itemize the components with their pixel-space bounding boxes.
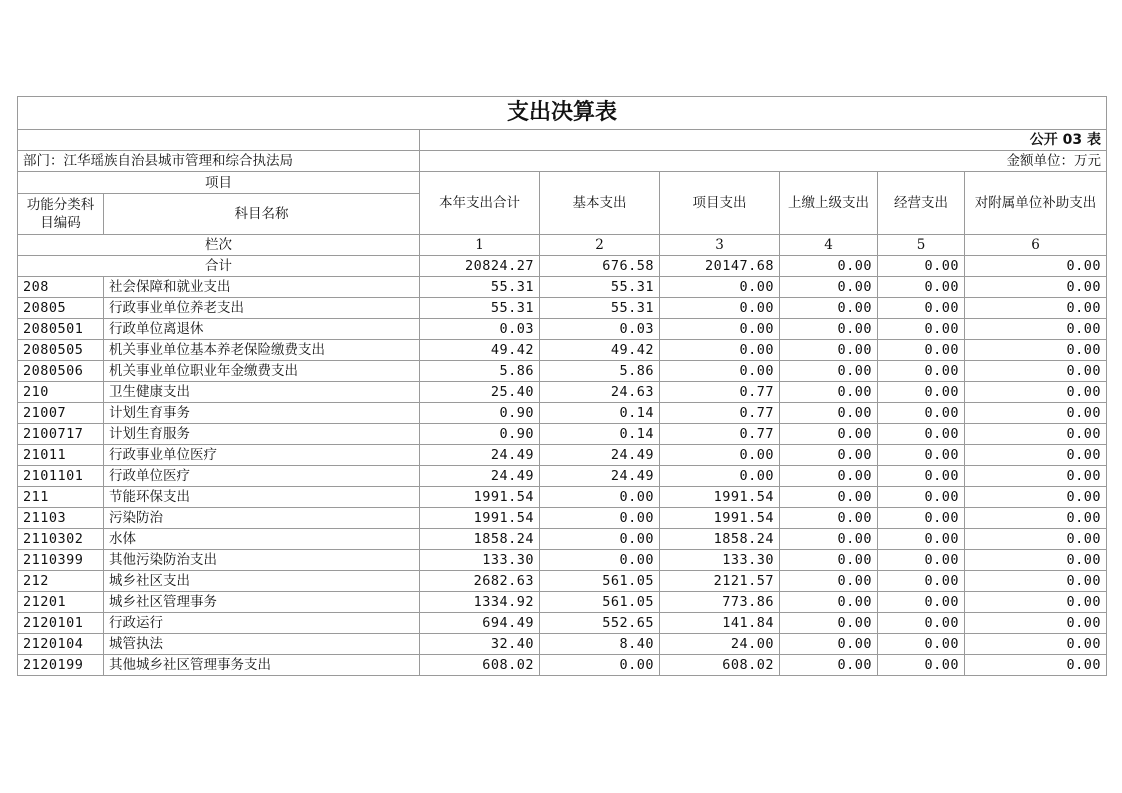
amount-cell: 24.49 [540,445,660,466]
amount-cell: 0.00 [965,592,1107,613]
amount-cell: 0.00 [660,277,780,298]
table-number: 公开 03 表 [420,130,1107,151]
amount-cell: 0.00 [965,613,1107,634]
amount-cell: 0.00 [780,403,878,424]
header-subsidy: 对附属单位补助支出 [965,172,1107,235]
table-row [18,634,1107,655]
subject-code: 2120199 [18,655,104,676]
table-row [18,277,1107,298]
table-row [18,550,1107,571]
amount-cell: 0.00 [878,361,965,382]
amount-cell: 8.40 [540,634,660,655]
sum-value: 0.00 [878,256,965,277]
table-row [18,655,1107,676]
subject-code: 2110399 [18,550,104,571]
amount-cell: 0.00 [878,550,965,571]
sum-row [18,256,1107,277]
amount-cell: 0.00 [660,319,780,340]
amount-cell: 0.00 [878,592,965,613]
subject-name: 卫生健康支出 [104,382,420,403]
subject-name: 机关事业单位职业年金缴费支出 [104,361,420,382]
table-row [18,298,1107,319]
amount-cell: 0.00 [878,508,965,529]
amount-cell: 0.03 [420,319,540,340]
amount-cell: 24.49 [420,445,540,466]
col-number: 6 [965,235,1107,256]
sum-value: 676.58 [540,256,660,277]
amount-cell: 0.00 [780,445,878,466]
subject-code: 211 [18,487,104,508]
amount-cell: 1858.24 [660,529,780,550]
sum-value: 0.00 [780,256,878,277]
amount-cell: 0.00 [878,277,965,298]
amount-cell: 0.03 [540,319,660,340]
amount-cell: 0.00 [878,571,965,592]
amount-cell: 0.00 [780,340,878,361]
amount-cell: 561.05 [540,592,660,613]
table-row [18,424,1107,445]
amount-cell: 0.00 [878,613,965,634]
amount-cell: 133.30 [420,550,540,571]
subject-name: 节能环保支出 [104,487,420,508]
subject-code: 2080501 [18,319,104,340]
amount-cell: 0.00 [965,298,1107,319]
amount-cell: 0.00 [965,508,1107,529]
amount-cell: 0.00 [780,529,878,550]
amount-cell: 49.42 [540,340,660,361]
amount-cell: 2682.63 [420,571,540,592]
subject-code: 208 [18,277,104,298]
expenditure-table [17,96,1107,676]
subject-name: 行政事业单位医疗 [104,445,420,466]
amount-cell: 0.00 [540,508,660,529]
column-index-label: 栏次 [18,235,420,256]
subject-code: 2120101 [18,613,104,634]
table-row [18,487,1107,508]
subject-name: 行政事业单位养老支出 [104,298,420,319]
amount-cell: 0.00 [965,655,1107,676]
amount-cell: 561.05 [540,571,660,592]
amount-cell: 1991.54 [420,508,540,529]
amount-cell: 5.86 [540,361,660,382]
amount-cell: 1858.24 [420,529,540,550]
unit-label: 金额单位：万元 [420,151,1107,172]
subject-code: 21011 [18,445,104,466]
subject-code: 2101101 [18,466,104,487]
amount-cell: 0.00 [780,655,878,676]
amount-cell: 24.00 [660,634,780,655]
amount-cell: 0.00 [660,298,780,319]
table-row [18,340,1107,361]
table-row [18,466,1107,487]
amount-cell: 0.00 [965,340,1107,361]
sum-value: 0.00 [965,256,1107,277]
header-func-code: 功能分类科目编码 [18,194,104,235]
col-number: 4 [780,235,878,256]
amount-cell: 0.00 [780,361,878,382]
amount-cell: 0.00 [878,298,965,319]
subject-name: 污染防治 [104,508,420,529]
amount-cell: 55.31 [540,298,660,319]
amount-cell: 0.00 [780,592,878,613]
subject-name: 行政运行 [104,613,420,634]
amount-cell: 0.77 [660,424,780,445]
amount-cell: 0.00 [965,277,1107,298]
amount-cell: 0.00 [878,319,965,340]
amount-cell: 0.00 [780,634,878,655]
amount-cell: 0.00 [965,466,1107,487]
amount-cell: 0.00 [965,403,1107,424]
amount-cell: 0.77 [660,382,780,403]
col-number: 2 [540,235,660,256]
table-row [18,382,1107,403]
amount-cell: 0.00 [540,487,660,508]
col-number: 5 [878,235,965,256]
amount-cell: 0.00 [965,319,1107,340]
amount-cell: 1991.54 [660,487,780,508]
amount-cell: 608.02 [660,655,780,676]
table-row [18,361,1107,382]
blank-cell [18,130,420,151]
header-item: 项目 [18,172,420,194]
amount-cell: 0.00 [878,487,965,508]
sum-label: 合计 [18,256,420,277]
table-row [18,613,1107,634]
amount-cell: 0.00 [780,319,878,340]
amount-cell: 24.49 [420,466,540,487]
subject-code: 20805 [18,298,104,319]
subject-name: 其他污染防治支出 [104,550,420,571]
amount-cell: 0.00 [780,298,878,319]
amount-cell: 0.00 [878,655,965,676]
amount-cell: 0.00 [540,529,660,550]
amount-cell: 24.49 [540,466,660,487]
table-row [18,508,1107,529]
amount-cell: 2121.57 [660,571,780,592]
subject-code: 21103 [18,508,104,529]
amount-cell: 0.00 [878,340,965,361]
department-label: 部门：江华瑶族自治县城市管理和综合执法局 [18,151,420,172]
amount-cell: 0.00 [540,655,660,676]
amount-cell: 0.00 [780,571,878,592]
amount-cell: 0.00 [780,466,878,487]
table-row [18,529,1107,550]
amount-cell: 0.00 [878,382,965,403]
amount-cell: 141.84 [660,613,780,634]
amount-cell: 0.00 [660,361,780,382]
subject-code: 2100717 [18,424,104,445]
amount-cell: 1991.54 [660,508,780,529]
amount-cell: 0.00 [965,445,1107,466]
amount-cell: 0.00 [780,613,878,634]
amount-cell: 55.31 [420,277,540,298]
header-upper: 上缴上级支出 [780,172,878,235]
amount-cell: 0.00 [878,424,965,445]
subject-code: 212 [18,571,104,592]
amount-cell: 24.63 [540,382,660,403]
amount-cell: 55.31 [540,277,660,298]
table-row [18,592,1107,613]
amount-cell: 0.00 [540,550,660,571]
subject-name: 计划生育服务 [104,424,420,445]
amount-cell: 552.65 [540,613,660,634]
amount-cell: 0.00 [965,529,1107,550]
amount-cell: 133.30 [660,550,780,571]
amount-cell: 0.00 [965,634,1107,655]
subject-code: 2080505 [18,340,104,361]
amount-cell: 0.90 [420,424,540,445]
subject-code: 21201 [18,592,104,613]
amount-cell: 0.00 [965,361,1107,382]
subject-name: 城乡社区管理事务 [104,592,420,613]
subject-name: 城乡社区支出 [104,571,420,592]
amount-cell: 0.00 [660,340,780,361]
amount-cell: 0.00 [965,550,1107,571]
amount-cell: 49.42 [420,340,540,361]
subject-code: 2120104 [18,634,104,655]
amount-cell: 0.90 [420,403,540,424]
amount-cell: 1334.92 [420,592,540,613]
amount-cell: 25.40 [420,382,540,403]
table-row [18,319,1107,340]
subject-name: 行政单位离退休 [104,319,420,340]
amount-cell: 0.00 [878,403,965,424]
table-row [18,445,1107,466]
subject-code: 2110302 [18,529,104,550]
amount-cell: 0.00 [878,445,965,466]
subject-code: 210 [18,382,104,403]
amount-cell: 0.00 [965,571,1107,592]
header-total: 本年支出合计 [420,172,540,235]
amount-cell: 0.00 [965,487,1107,508]
subject-name: 城管执法 [104,634,420,655]
amount-cell: 608.02 [420,655,540,676]
amount-cell: 0.00 [878,466,965,487]
amount-cell: 0.77 [660,403,780,424]
subject-name: 行政单位医疗 [104,466,420,487]
amount-cell: 0.00 [878,634,965,655]
table-row [18,403,1107,424]
subject-name: 水体 [104,529,420,550]
amount-cell: 0.00 [780,424,878,445]
amount-cell: 32.40 [420,634,540,655]
header-basic: 基本支出 [540,172,660,235]
amount-cell: 773.86 [660,592,780,613]
amount-cell: 0.00 [965,424,1107,445]
table-row [18,571,1107,592]
amount-cell: 0.14 [540,403,660,424]
amount-cell: 0.00 [780,277,878,298]
subject-name: 机关事业单位基本养老保险缴费支出 [104,340,420,361]
amount-cell: 5.86 [420,361,540,382]
amount-cell: 0.00 [780,508,878,529]
amount-cell: 0.00 [660,445,780,466]
amount-cell: 0.00 [878,529,965,550]
sum-value: 20147.68 [660,256,780,277]
amount-cell: 0.00 [780,550,878,571]
header-project: 项目支出 [660,172,780,235]
amount-cell: 0.00 [660,466,780,487]
sum-value: 20824.27 [420,256,540,277]
subject-name: 其他城乡社区管理事务支出 [104,655,420,676]
subject-code: 21007 [18,403,104,424]
header-operating: 经营支出 [878,172,965,235]
subject-name: 社会保障和就业支出 [104,277,420,298]
subject-name: 计划生育事务 [104,403,420,424]
col-number: 1 [420,235,540,256]
amount-cell: 0.00 [780,487,878,508]
expenditure-report-sheet [17,96,1106,676]
amount-cell: 55.31 [420,298,540,319]
amount-cell: 1991.54 [420,487,540,508]
amount-cell: 0.14 [540,424,660,445]
col-number: 3 [660,235,780,256]
amount-cell: 0.00 [780,382,878,403]
page-title: 支出决算表 [18,97,1107,130]
subject-code: 2080506 [18,361,104,382]
header-subject-name: 科目名称 [104,194,420,235]
amount-cell: 694.49 [420,613,540,634]
amount-cell: 0.00 [965,382,1107,403]
